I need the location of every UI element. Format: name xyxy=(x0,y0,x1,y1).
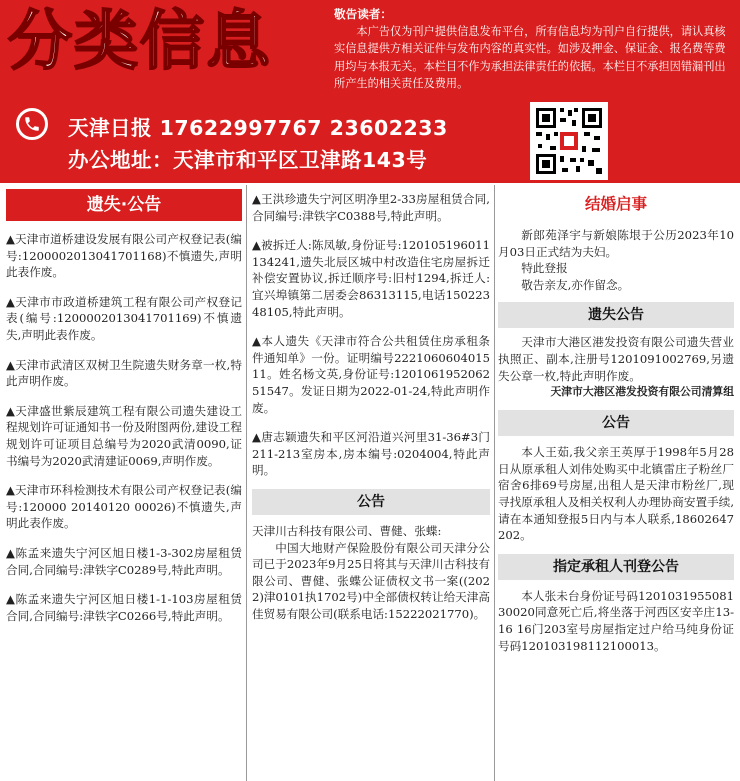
list-item: ▲唐志颖遗失和平区河沿道兴河里31-36#3门211-213室房本,房本编号:0204004,特此声明。 xyxy=(252,430,490,478)
list-item: ▲陈孟来遗失宁河区旭日楼1-1-103房屋租赁合同,合同编号:津铁字C0266号,特此声明。 xyxy=(6,592,242,623)
contact-phones: 天津日报 17622997767 23602233 xyxy=(68,116,448,140)
notice-lead: 敬告读者： xyxy=(334,7,392,21)
classified-header xyxy=(0,0,740,183)
section-title-designated-tenant: 指定承租人刊登公告 xyxy=(498,554,734,580)
marriage-line: 特此登报 xyxy=(521,261,568,276)
contact-address: 办公地址：天津市和平区卫津路143号 xyxy=(68,148,428,172)
qr-code-icon xyxy=(530,102,608,180)
notice-body: 中国大地财产保险股份有限公司天津分公司已于2023年9月25日将其与天津川古科技有限公司、曹健、张蝶公证债权文书一案((2022)津0101执1702号)中全部债权转让给天津高佳贸易有限公司(联系电话:15222021770)。 xyxy=(252,540,490,621)
column-divider xyxy=(494,185,495,781)
reader-notice xyxy=(334,6,728,92)
contact-info xyxy=(68,112,448,176)
marriage-line: 敬告亲友,亦作留念。 xyxy=(521,277,630,292)
section-title-lost-notice: 遗失·公告 xyxy=(6,189,242,221)
classified-columns xyxy=(0,185,740,781)
list-item: ▲天津市环科检测技术有限公司产权登记表(编号:120000 20140120 00026)不慎遗失,声明此表作废。 xyxy=(6,483,242,531)
list-item: ▲本人遗失《天津市符合公共租赁住房承租条件通知单》一份。证明编号222106060401511。姓名杨文英,身份证号:120106195206251547。发证日期为2022-01-24,特此声明作废。 xyxy=(252,334,490,415)
tenant-notice-body: 本人张未台身份证号码120103195508130020同意死亡后,将坐落于河西区安辛庄13-16 16门203室号房屋指定过户给马纯身份证号码120103198112100013。 xyxy=(498,588,734,653)
list-item: ▲王洪珍遗失宁河区明净里2-33房屋租赁合同,合同编号:津铁字C0388号,特此声明。 xyxy=(252,192,490,223)
list-item: ▲天津市道桥建设发展有限公司产权登记表(编号:120000201304170​1168)不慎遗失,声明此表作废。 xyxy=(6,232,242,280)
phone-icon xyxy=(16,108,48,140)
list-item: ▲被拆迁人:陈凤敏,身份证号:120105196011134241,遗失北辰区城中村改造住宅房屋拆迁补偿安置协议,拆迁顺序号:旧村1294,拆迁人:宜兴埠镇第二居委会86313115,电话15022348105,特此声明。 xyxy=(252,238,490,319)
column-notices xyxy=(252,185,490,781)
column-announcements xyxy=(498,185,734,781)
section-title-notice: 公告 xyxy=(498,410,734,436)
section-title-notice: 公告 xyxy=(252,489,490,515)
notice-addressee: 天津川古科技有限公司、曹健、张蝶: xyxy=(252,523,442,538)
page-title: 分类信息 xyxy=(8,5,272,79)
lost-notice-body: 天津市大港区港发投资有限公司遗失营业执照正、副本,注册号1201091002769,另遗失公章一枚,特此声明作废。 xyxy=(498,335,734,383)
list-item: ▲天津盛世紫辰建筑工程有限公司遗失建设工程规划许可证通知书一份及附图两份,建设工程规划许可证项目总编号为2020武清0090,证书编号为2020武清建证0069,声明作废。 xyxy=(6,403,242,468)
lost-notice-signature: 天津市大港区港发投资有限公司清算组 xyxy=(550,385,734,399)
marriage-body: 新郎苑泽宇与新娘陈垠于公历2023年10月03日正式结为夫妇。 xyxy=(498,228,734,259)
section-title-marriage: 结婚启事 xyxy=(584,195,647,213)
notice-body: 本人王茹,我父亲王英厚于1998年5月28日从原承租人刘伟处购买中北镇雷庄子粉丝厂宿舍6排69号房屋,出租人是天津市粉丝厂,现寻找原承租人及相关权利人办理协商安置手续,请在本通知登报5日内与本人联系,18602647202。 xyxy=(498,445,734,543)
column-lost-notices xyxy=(6,185,242,781)
section-title-lost-notice: 遗失公告 xyxy=(498,302,734,328)
list-item: ▲陈孟来遗失宁河区旭日楼1-3-302房屋租赁合同,合同编号:津铁字C0289号,特此声明。 xyxy=(6,545,242,577)
list-item: ▲天津市市政道桥建筑工程有限公司产权登记表(编号:120000201304170​1169)不慎遗失,声明此表作废。 xyxy=(6,294,242,342)
list-item: ▲天津市武清区双树卫生院遗失财务章一枚,特此声明作废。 xyxy=(6,357,242,389)
notice-body: 本广告仅为刊户提供信息发布平台，所有信息均为刊户自行提供，请认真核实信息提供方相关证件与发布内容的真实性。如涉及押金、保证金、报名费等费用均与本报无关。本栏目不作为承担法律责任的依据。本栏目不承担因错漏刊出所产生的相关责任及费用。 xyxy=(334,25,726,90)
column-divider xyxy=(246,185,247,781)
